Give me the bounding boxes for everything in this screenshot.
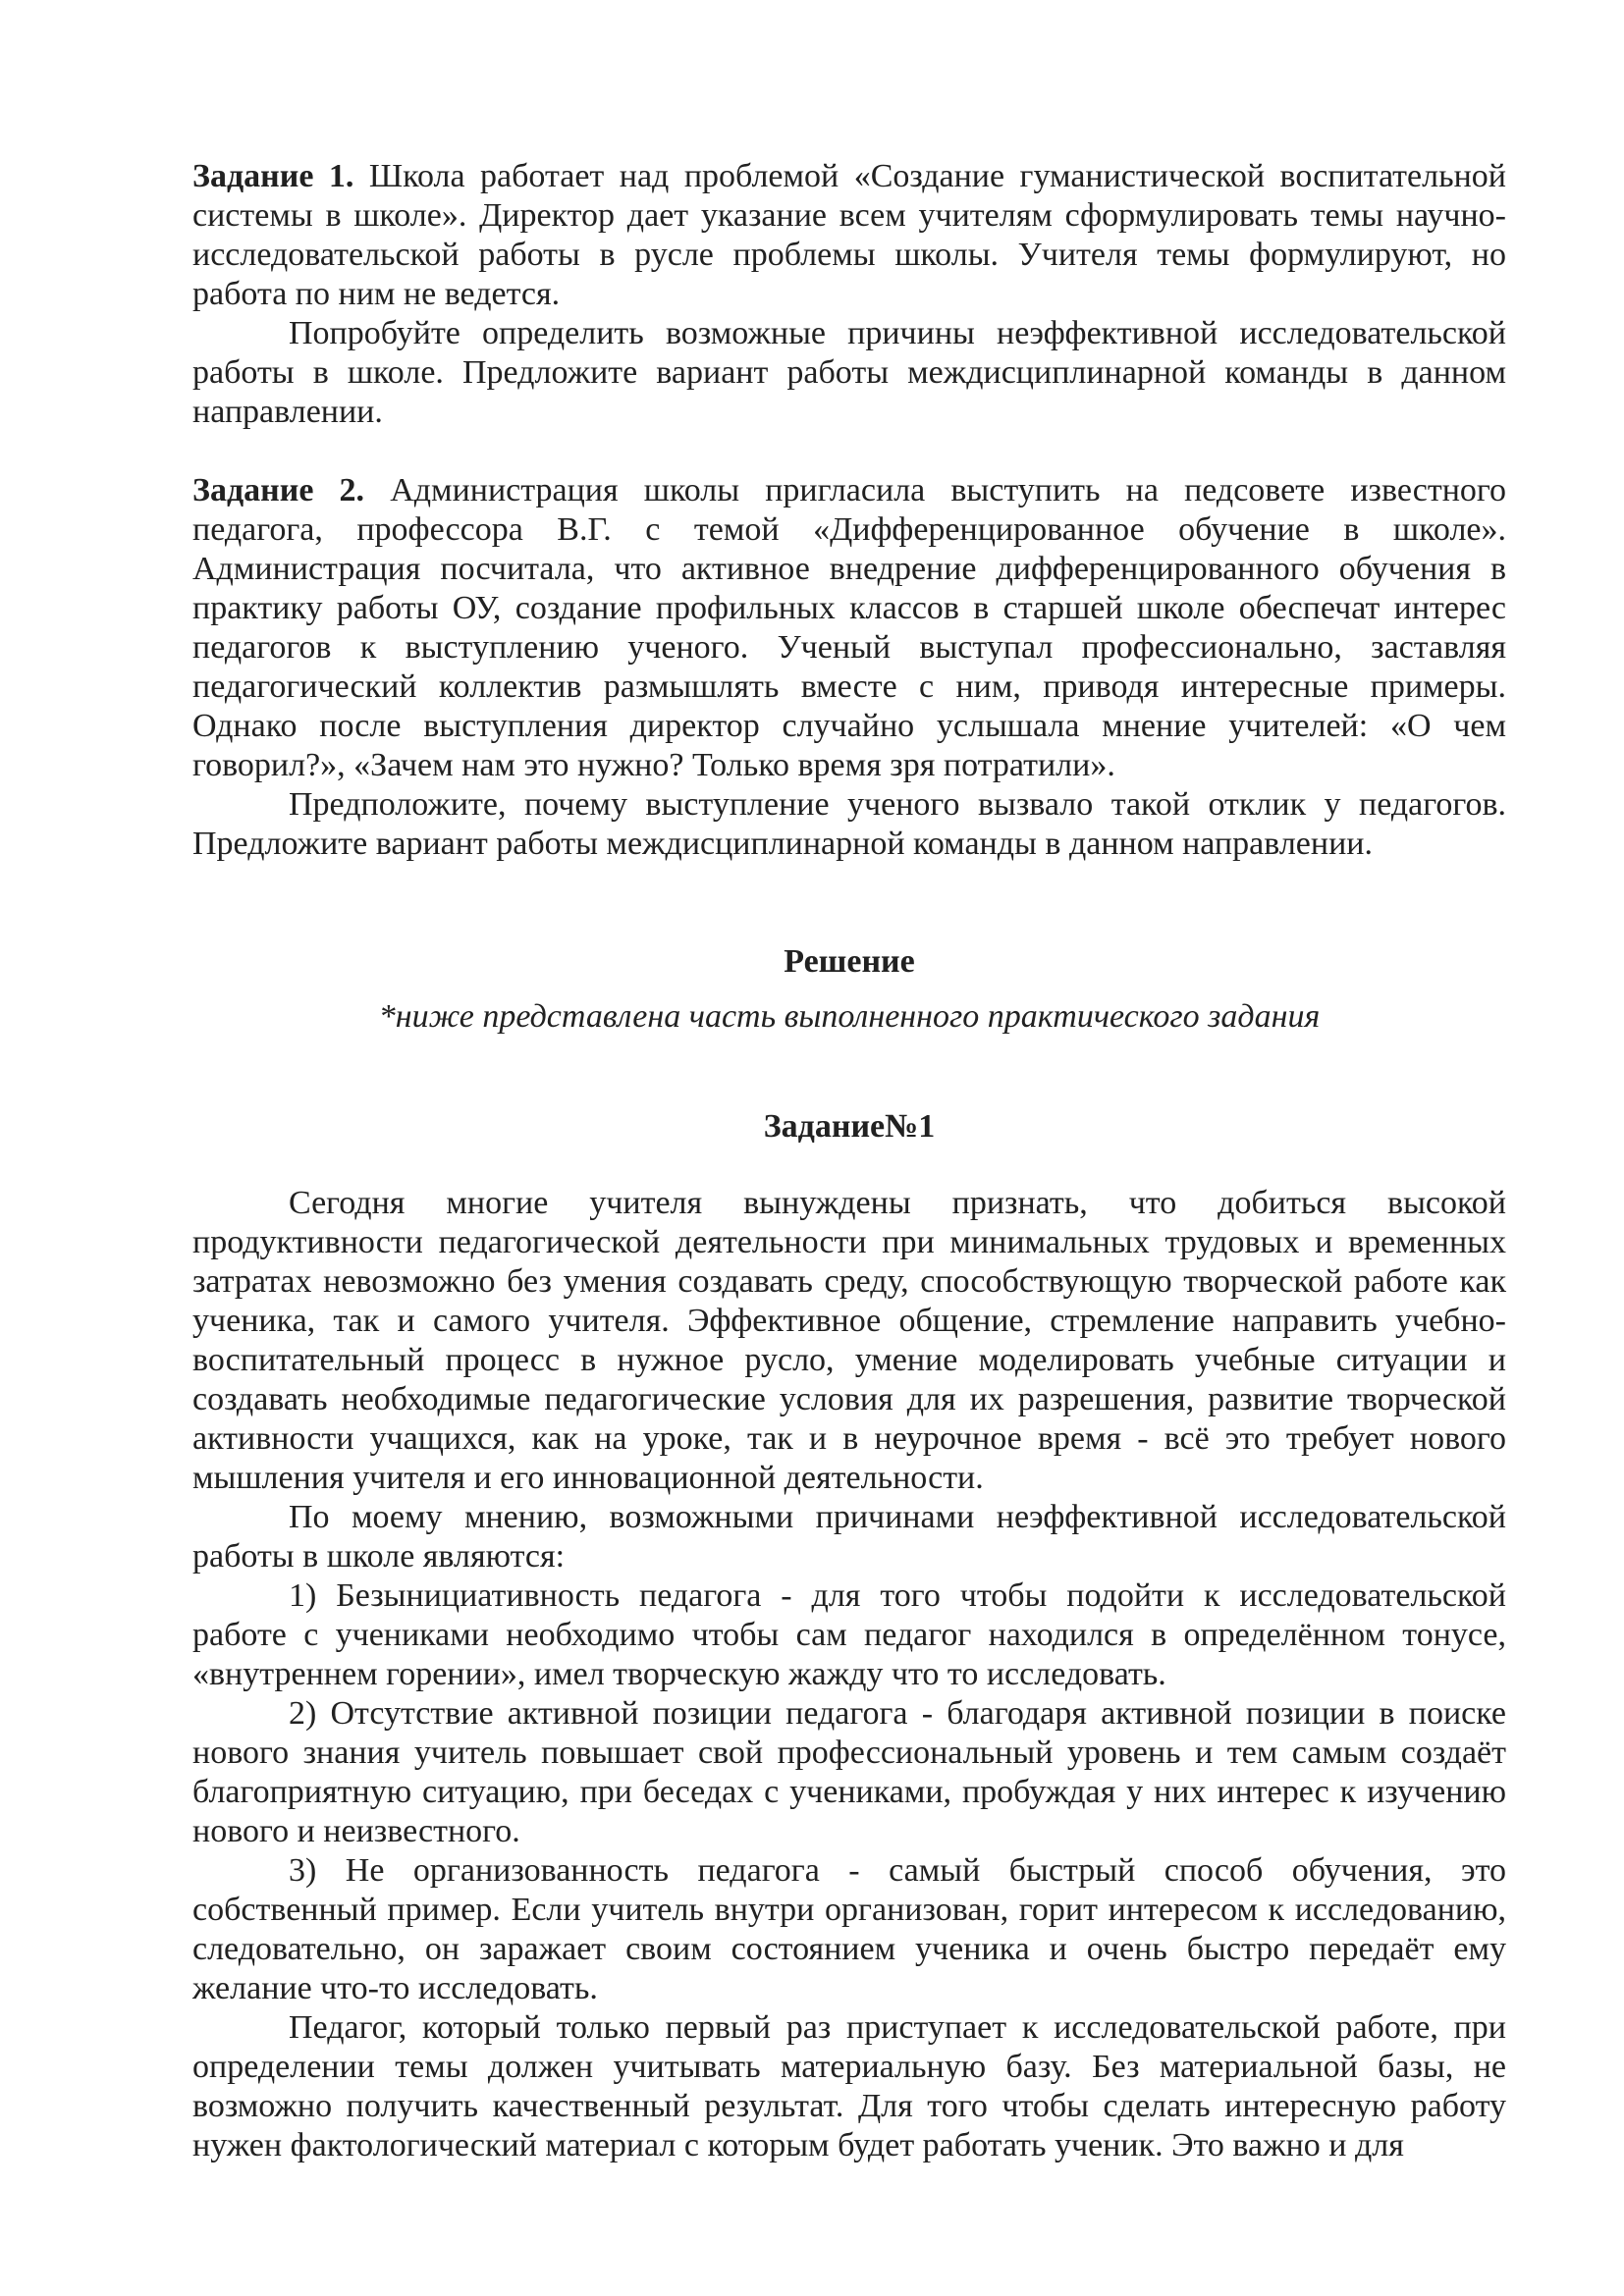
task2-prompt: Предположите, почему выступление ученого вызвало такой отклик у педагогов. Предложите вариант работы междисциплинарной команды в данном направлении. [192, 786, 1506, 862]
task2-label: Задание 2. [192, 472, 365, 508]
solution-paragraph: 1) Безынициативность педагога - для того чтобы подойти к исследовательской работе с учениками необходимо чтобы сам педагог находился в определённом тонусе, «внутреннем горении», имел творческую жажду что то исследовать. [192, 1577, 1506, 1692]
solution-paragraph: Сегодня многие учителя вынуждены признать, что добиться высокой продуктивности педагогической деятельности при минимальных трудовых и временных затратах невозможно без умения создавать среду, способствующую творческой работе как ученика, так и самого учителя. Эффективное общение, стремление направить учебно-воспитательный процесс в нужное русло, умение моделировать учебные ситуации и создавать необходимые педагогические условия для их разрешения, развитие творческой активности учащихся, как на уроке, так и в неурочное время - всё это требует нового мышления учителя и его инновационной деятельности. [192, 1185, 1506, 1496]
task1-text: Школа работает над проблемой «Создание гуманистической воспитательной системы в школе». Директор дает указание всем учителям сформулировать темы научно-исследовательской работы в русле проблемы школы. Учителя темы формулируют, но работа по ним не ведется. [192, 158, 1506, 312]
solution-paragraph: Педагог, который только первый раз приступает к исследовательской работе, при определении темы должен учитывать материальную базу. Без материальной базы, не возможно получить качественный результат. Для того чтобы сделать интересную работу нужен фактологический материал с которым будет работать ученик. Это важно и для [192, 2009, 1506, 2163]
task1-solution-subheading: Задание№1 [763, 1108, 936, 1145]
solution-paragraph: 3) Не организованность педагога - самый быстрый способ обучения, это собственный пример. Если учитель внутри организован, горит интересом к исследованию, следовательно, он заражает своим состоянием ученика и очень быстро передаёт ему желание что-то исследовать. [192, 1852, 1506, 2006]
solution-note: *ниже представлена часть выполненного практического задания [378, 998, 1321, 1035]
solution-paragraph: 2) Отсутствие активной позиции педагога - благодаря активной позиции в поиске нового знания учитель повышает свой профессиональный уровень и тем самым создаёт благоприятную ситуацию, при беседах с учениками, пробуждая у них интерес к изучению нового и неизвестного. [192, 1695, 1506, 1849]
solution-heading: Решение [784, 943, 915, 980]
task1-prompt: Попробуйте определить возможные причины неэффективной исследовательской работы в школе. Предложите вариант работы междисциплинарной команды в данном направлении. [192, 315, 1506, 430]
task1-paragraph [192, 157, 1506, 314]
task2-paragraph [192, 471, 1506, 785]
task1-label: Задание 1. [192, 158, 354, 194]
task2-text: Администрация школы пригласила выступить на педсовете известного педагога, профессора В.Г. с темой «Дифференцированное обучение в школе». Администрация посчитала, что активное внедрение дифференцированного обучения в практику работы ОУ, создание профильных классов в старшей школе обеспечат интерес педагогов к выступлению ученого. Ученый выступал профессионально, заставляя педагогический коллектив размышлять вместе с ним, приводя интересные примеры. Однако после выступления директор случайно услышала мнение учителей: «О чем говорил?», «Зачем нам это нужно? Только время зря потратили». [192, 472, 1506, 783]
solution-paragraph: По моему мнению, возможными причинами неэффективной исследовательской работы в школе являются: [192, 1499, 1506, 1575]
